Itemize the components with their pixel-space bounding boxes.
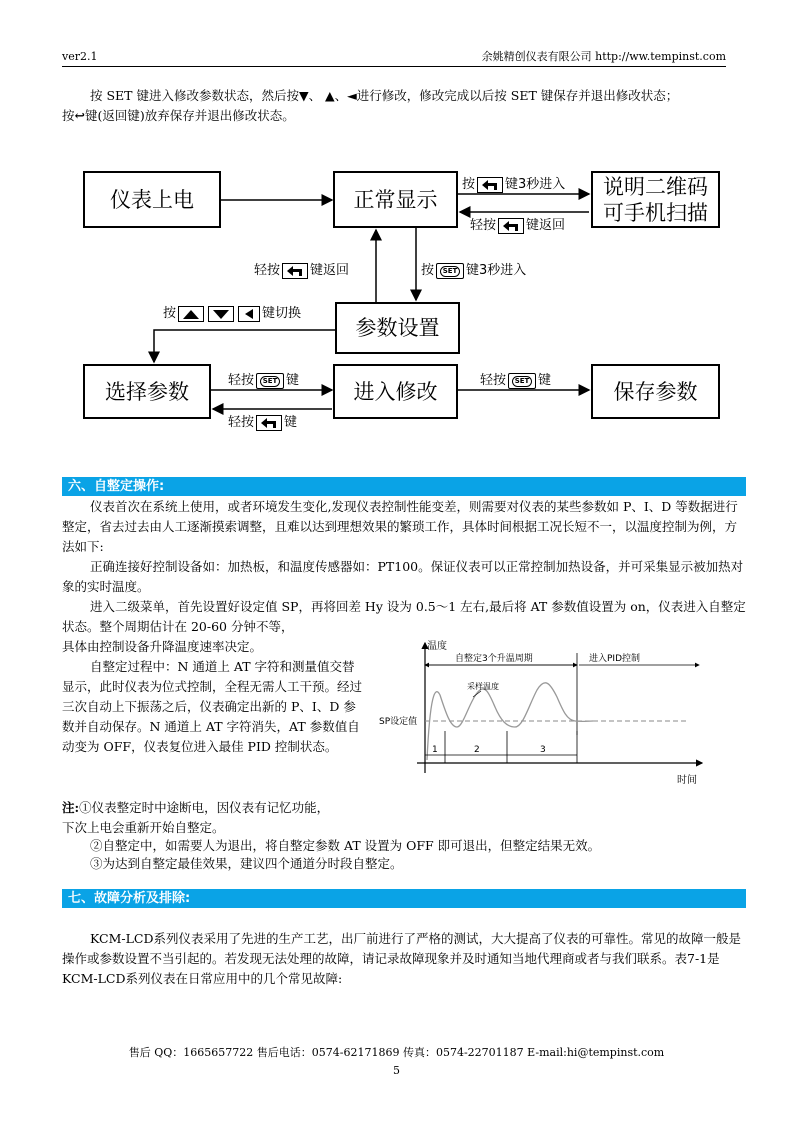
normal-display-box: 正常显示: [333, 171, 458, 228]
set-key-icon: SET: [256, 373, 284, 389]
page-footer: 售后 QQ：1665657722 售后电话：0574-62171869 传真：0574-22701187 E-mail:hi@tempinst.com: [128, 1046, 665, 1059]
intro-line-1: 按 SET 键进入修改参数状态，然后按▼、 ▲、◄进行修改，修改完成以后按 SET 键保存并退出修改状态；: [90, 88, 679, 103]
set-key-icon: SET: [436, 263, 464, 279]
section-6-paragraph-3b: 具体由控制设备升降温度速率决定。: [62, 639, 263, 654]
select-param-box: 选择参数: [83, 364, 211, 419]
qr-code-box: 说明二维码 可手机扫描: [591, 171, 720, 228]
section-7-title: 七、故障分析及排除:: [62, 889, 746, 908]
label-light-press-return-3: 轻按 键: [228, 415, 298, 430]
note-3: ③为达到自整定最佳效果，建议四个通道分时段自整定。: [90, 856, 403, 871]
page-number: 5: [393, 1064, 400, 1077]
power-on-box: 仪表上电: [83, 171, 221, 228]
section-6-paragraph-2: 正确连接好控制设备如：加热板，和温度传感器如：PT100。保证仪表可以正常控制加热设备，并可采集显示被加热对象的实时温度。: [62, 559, 744, 594]
label-press-return-3s: 按 键3秒进入: [462, 177, 566, 192]
return-key-icon: [477, 177, 503, 193]
curve-label: 采样温度: [467, 682, 499, 691]
company-text: 余姚精创仪表有限公司 http://ww.tempinst.com: [481, 50, 726, 63]
save-param-box: 保存参数: [591, 364, 720, 419]
section-6-title: 六、自整定操作:: [62, 477, 746, 496]
note-label: 注:: [62, 800, 80, 815]
intro-line-2: 按↩键(返回键)放弃保存并退出修改状态。: [62, 108, 295, 123]
cycle-2-label: 2: [474, 745, 480, 755]
section-7-paragraph-1: KCM-LCD系列仪表采用了先进的生产工艺，出厂前进行了严格的测试，大大提高了仪表的可靠性。常见的故障一般是操作或参数设置不当引起的。若发现无法处理的故障，请记录故障现象并及时通知当地代理商或者与我们联系。表7-1是KCM-LCD系列仪表在日常应用中的几个常见故障:: [62, 931, 741, 986]
section-6-paragraph-1: 仪表首次在系统上使用，或者环境发生变化,发现仪表控制性能变差，则需要对仪表的某些参数如 P、I、D 等数据进行整定，省去过去由人工逐渐摸索调整，且难以达到理想效果的繁琐工作，具体时间根据工况长短不一，以温度控制为例，方法如下:: [62, 499, 738, 554]
enter-modify-box: 进入修改: [333, 364, 458, 419]
y-axis-label: 温度: [427, 641, 447, 652]
set-key-icon: SET: [508, 373, 536, 389]
section-6-paragraph-3: 进入二级菜单，首先设置好设定值 SP，再将回差 Hy 设为 0.5～1 左右,最后将 AT 参数值设置为 on，仪表进入自整定状态。整个周期估计在 20-60 分钟不等，: [62, 599, 746, 634]
section-6-paragraph-4: 自整定过程中：N 通道上 AT 字符和测量值交替显示，此时仪表为位式控制，全程无需人工干预。经过三次自动上下振荡之后，仪表确定出新的 P、I、D 参数并自动保存。N 通道上 AT 字符消失，AT 参数值自动变为 OFF，仪表复位进入最佳 PID 控制状态。: [62, 659, 363, 754]
down-arrow-key-icon: [208, 306, 234, 322]
autotune-chart: [377, 635, 707, 790]
phase-autotune-label: 自整定3个升温周期: [455, 654, 533, 664]
label-light-press-set-2: 轻按 SET 键: [480, 373, 552, 388]
return-key-icon: ↩: [74, 108, 85, 123]
cycle-1-label: 1: [432, 745, 438, 755]
note-2: ②自整定中，如需要人为退出，将自整定参数 AT 设置为 OFF 即可退出，但整定结果无效。: [90, 838, 601, 853]
sp-label: SP设定值: [379, 717, 418, 727]
return-key-icon: [498, 218, 524, 234]
label-light-press-set: 轻按 SET 键: [228, 373, 300, 388]
left-arrow-key-icon: [238, 306, 260, 322]
phase-pid-label: 进入PID控制: [589, 654, 641, 664]
up-arrow-key-icon: [178, 306, 204, 322]
label-light-press-return-2: 轻按 键返回: [254, 263, 350, 278]
cycle-3-label: 3: [540, 745, 546, 755]
label-light-press-return: 轻按 键返回: [470, 218, 566, 233]
note-1: 注:①仪表整定时中途断电，因仪表有记忆功能，: [62, 800, 330, 815]
label-press-set-3s: 按 SET 键3秒进入: [421, 263, 527, 278]
label-press-arrows-switch: 按 键切换: [163, 306, 302, 321]
return-key-icon: [282, 263, 308, 279]
note-1b: 下次上电会重新开始自整定。: [62, 820, 225, 835]
version-text: ver2.1: [62, 50, 98, 63]
x-axis-label: 时间: [677, 775, 697, 786]
param-setting-box: 参数设置: [335, 302, 460, 354]
return-key-icon: [256, 415, 282, 431]
